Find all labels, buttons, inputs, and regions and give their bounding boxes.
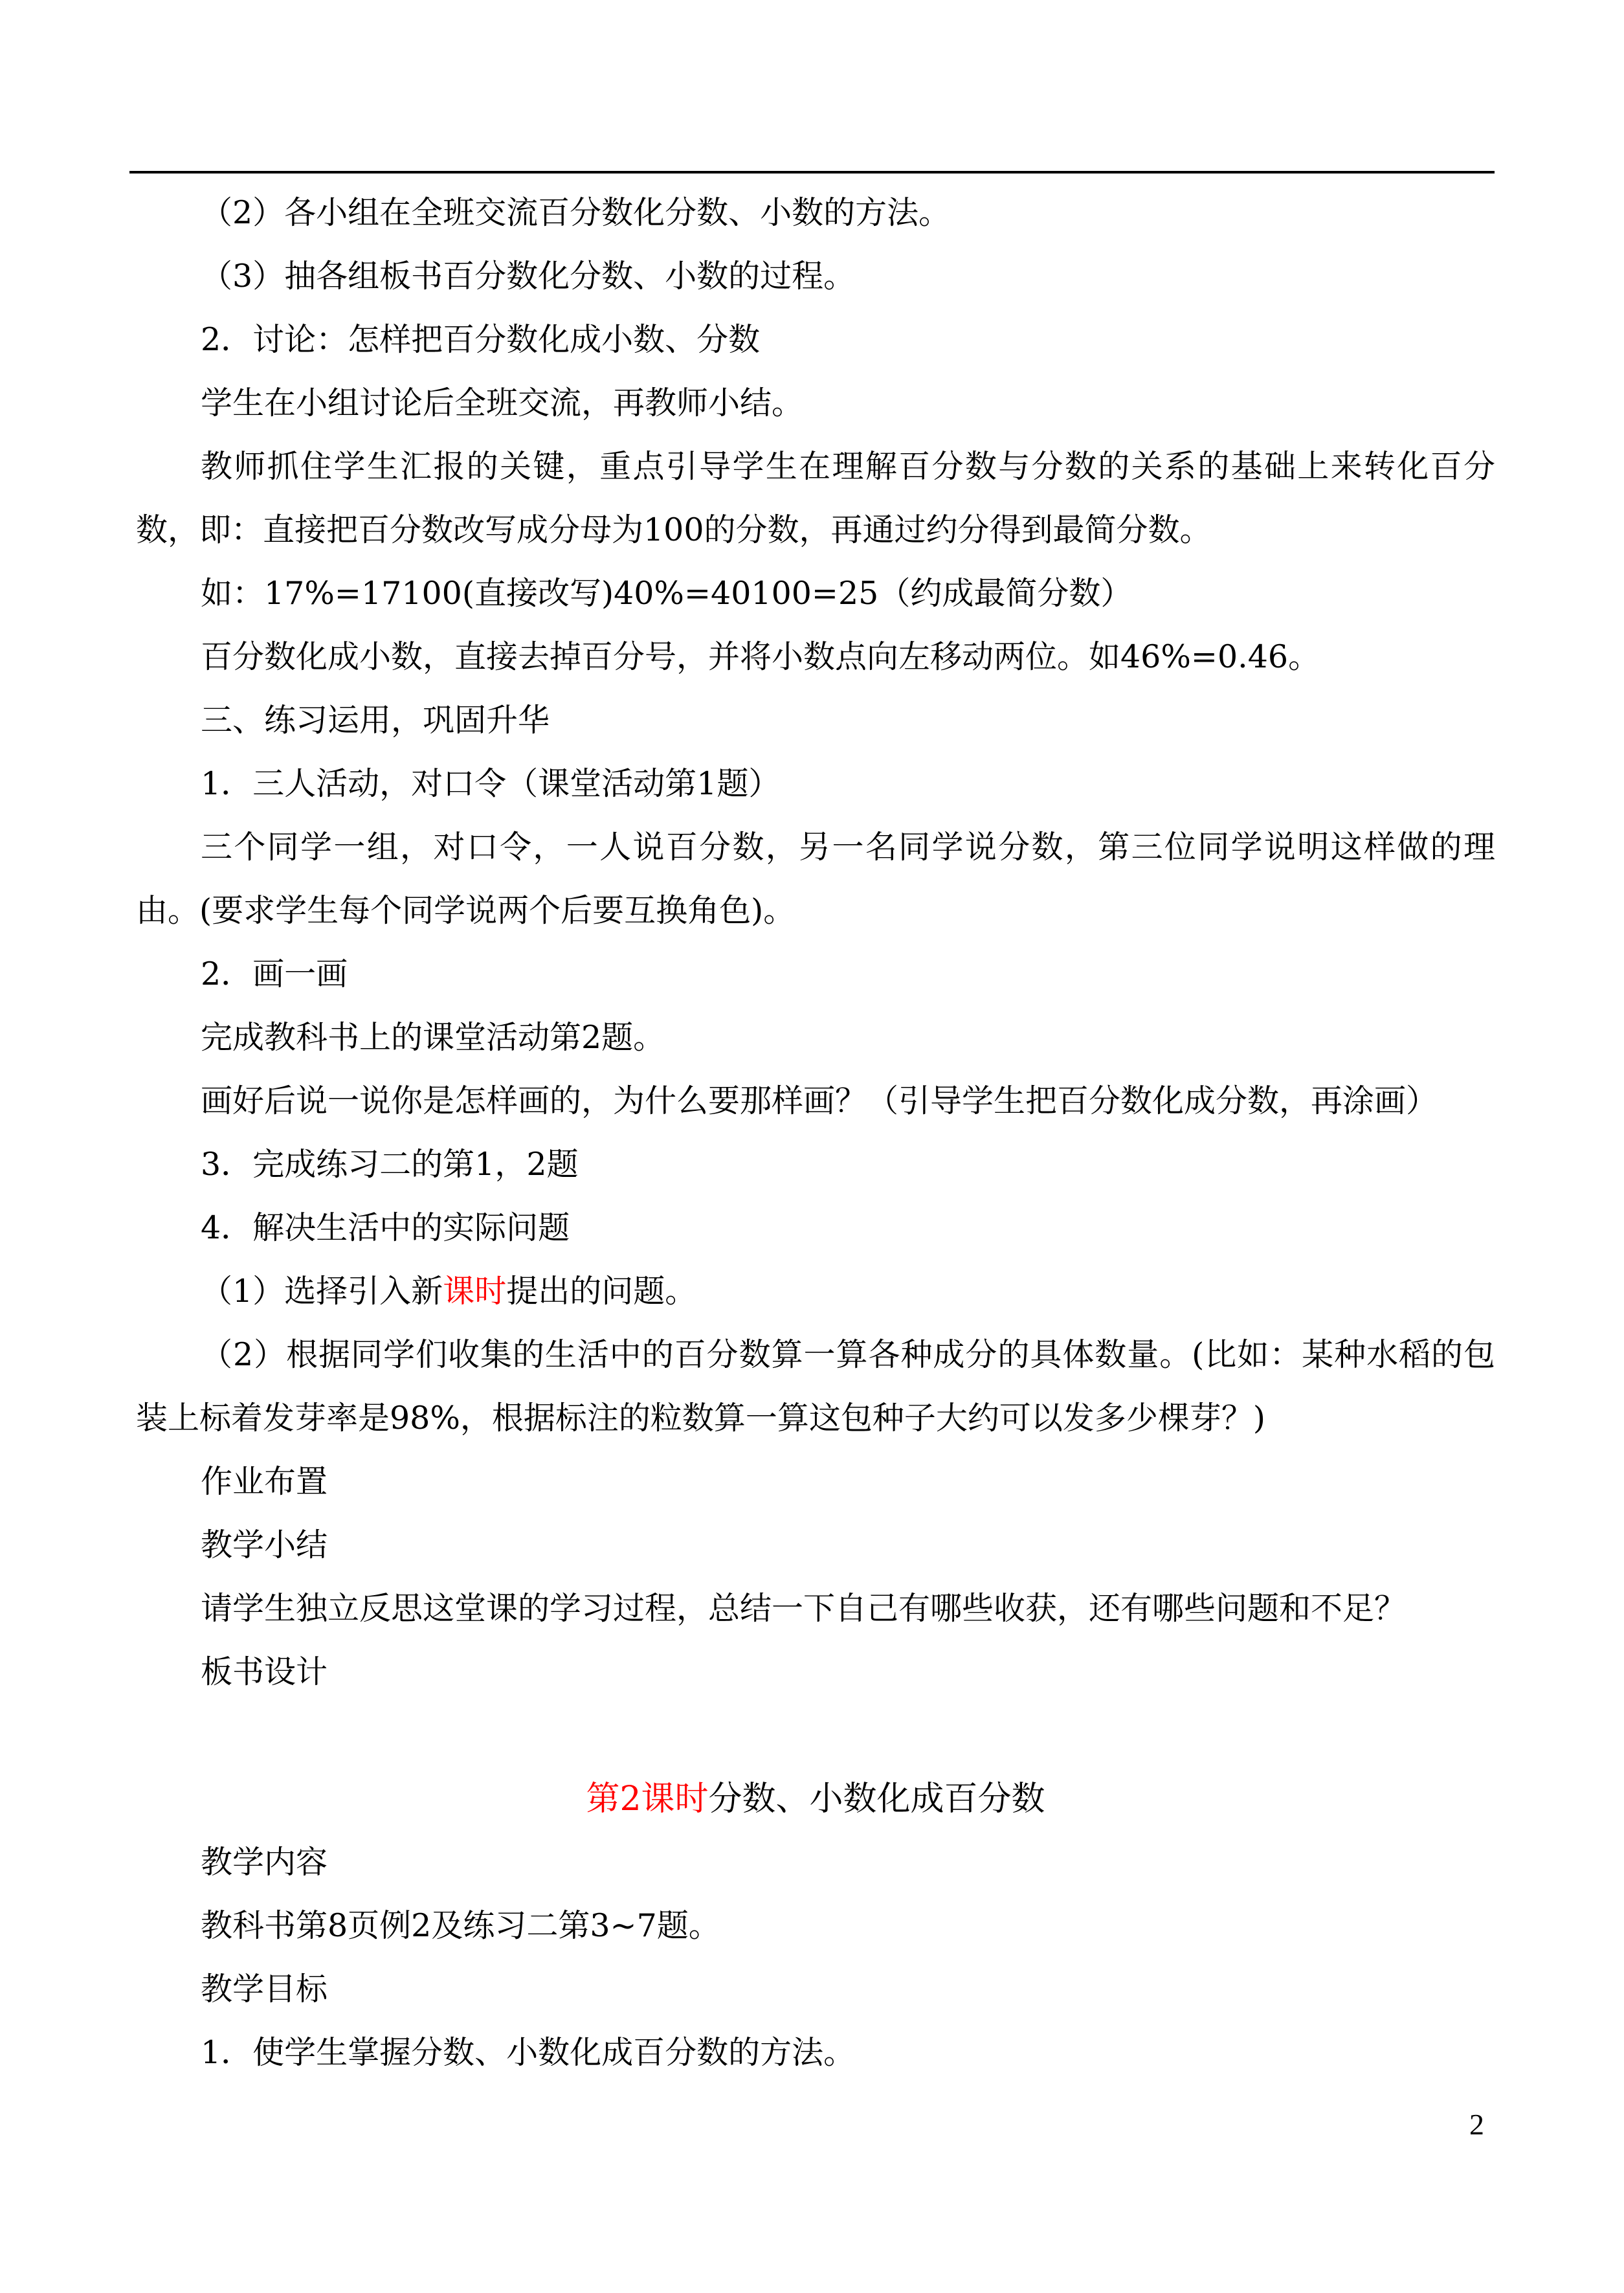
paragraph: （3）抽各组板书百分数化分数、小数的过程。 xyxy=(201,258,856,295)
text-prefix: （1）选择引入新 xyxy=(201,1273,443,1310)
lesson-name: 分数、小数化成百分数 xyxy=(708,1780,1045,1818)
paragraph: 三个同学一组，对口令，一人说百分数，另一名同学说分数，第三位同学说明这样做的理由。(要求学生每个同学说两个后要互换角色)。 xyxy=(136,829,1495,929)
paragraph: 学生在小组讨论后全班交流，再教师小结。 xyxy=(201,385,804,421)
paragraph: 1．三人活动，对口令（课堂活动第1题） xyxy=(201,765,781,802)
paragraph: 教学内容 xyxy=(201,1844,328,1881)
lesson-number: 第2课时 xyxy=(586,1780,709,1818)
paragraph: 3．完成练习二的第1，2题 xyxy=(201,1146,579,1183)
paragraph: 如：17%=17100(直接改写)40%=40100=25（约成最简分数） xyxy=(201,575,1133,612)
paragraph: 完成教科书上的课堂活动第2题。 xyxy=(201,1019,665,1056)
paragraph: 2．讨论：怎样把百分数化成小数、分数 xyxy=(201,321,761,358)
lesson-title xyxy=(136,1767,1495,1831)
paragraph: 教学目标 xyxy=(201,1971,328,2008)
paragraph: 请学生独立反思这堂课的学习过程，总结一下自己有哪些收获，还有哪些问题和不足？ xyxy=(201,1590,1407,1627)
paragraph: 百分数化成小数，直接去掉百分号，并将小数点向左移动两位。如46%=0.46。 xyxy=(201,638,1320,675)
header-rule xyxy=(129,171,1495,173)
paragraph: 教师抓住学生汇报的关键，重点引导学生在理解百分数与分数的关系的基础上来转化百分数，即：直接把百分数改写成分母为100的分数，再通过约分得到最简分数。 xyxy=(136,448,1495,548)
paragraph: 教科书第8页例2及练习二第3~7题。 xyxy=(201,1907,720,1944)
spacer xyxy=(136,1704,1495,1767)
highlight-text: 课时 xyxy=(443,1273,507,1310)
paragraph: 画好后说一说你是怎样画的，为什么要那样画？（引导学生把百分数化成分数，再涂画） xyxy=(201,1082,1438,1119)
paragraph: 教学小结 xyxy=(201,1527,328,1563)
section-heading: 三、练习运用，巩固升华 xyxy=(201,702,550,739)
document-body xyxy=(136,181,1495,2085)
paragraph: 4．解决生活中的实际问题 xyxy=(201,1209,570,1246)
paragraph-with-highlight xyxy=(136,1260,1495,1323)
paragraph: 1．使学生掌握分数、小数化成百分数的方法。 xyxy=(201,2034,856,2071)
paragraph: 作业布置 xyxy=(201,1463,328,1500)
paragraph: （2）根据同学们收集的生活中的百分数算一算各种成分的具体数量。(比如：某种水稻的包装上标着发芽率是98%，根据标注的粒数算一算这包种子大约可以发多少棵芽？) xyxy=(136,1336,1495,1437)
paragraph: 板书设计 xyxy=(201,1653,328,1690)
page-number: 2 xyxy=(1469,2108,1484,2141)
text-suffix: 提出的问题。 xyxy=(506,1273,697,1310)
paragraph: 2．画一画 xyxy=(201,956,348,992)
paragraph: （2）各小组在全班交流百分数化分数、小数的方法。 xyxy=(201,194,951,231)
